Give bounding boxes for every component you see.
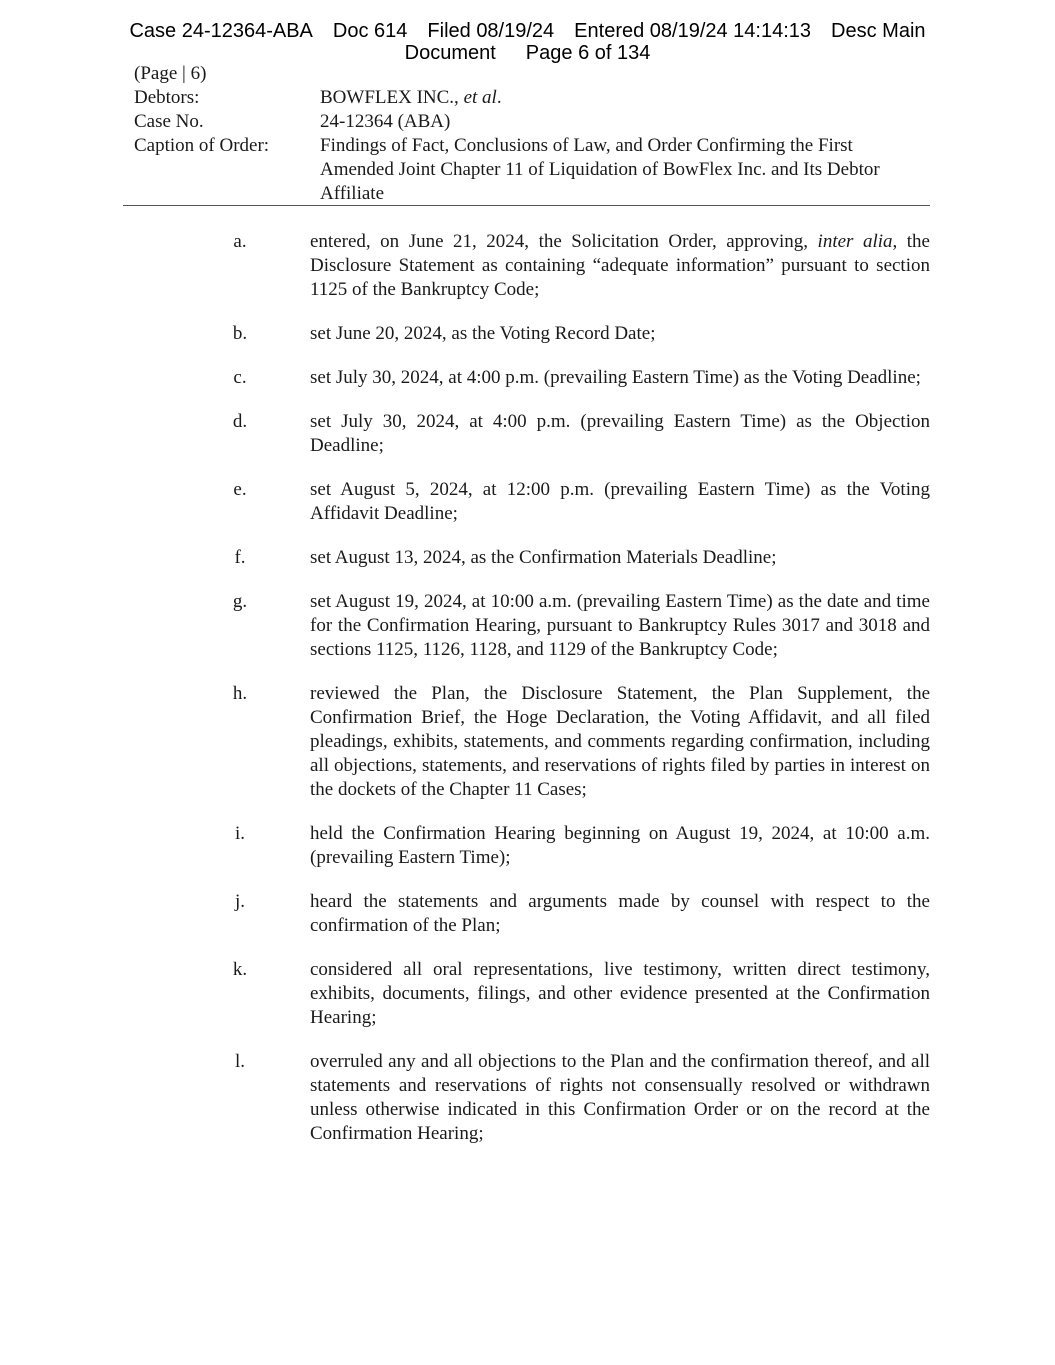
list-item [0,1050,1055,1146]
item-text: heard the statements and arguments made by counsel with respect to the confirmation of the Plan; [310,891,930,936]
debtor-suffix: . [496,87,502,108]
item-text: set July 30, 2024, at 4:00 p.m. (prevailing Eastern Time) as the Voting Deadline; [310,367,921,388]
item-letter: e. [233,479,247,500]
item-letter: h. [232,683,248,704]
item-letter: i. [234,823,246,844]
caption-page-row [134,62,934,86]
item-text: reviewed the Plan, the Disclosure Statement, the Plan Supplement, the Confirmation Brief, the Hoge Declaration, the Voting Affidavit, and all filed pleadings, exhibits, statements, and comments regarding confirmation, including all objections, statements, and reservations of rights filed by parties in interest on the dockets of the Chapter 11 Cases; [310,683,930,800]
debtor-name: BOWFLEX INC., [320,87,459,108]
item-letter: f. [234,547,246,568]
item-text: set August 13, 2024, as the Confirmation Materials Deadline; [310,547,777,568]
findings-list [0,230,1055,1166]
list-item [0,546,1055,570]
caption-order-label: Caption of Order: [134,135,270,156]
item-letter: j. [234,891,246,912]
item-letter: a. [233,231,247,252]
caption-debtors-label: Debtors: [134,87,200,108]
caption-order-value: Findings of Fact, Conclusions of Law, and Order Confirming the First Amended Joint Chapter 11 of Liquidation of BowFlex Inc. and Its Debtor Affiliate [320,135,880,204]
order-caption [134,62,934,206]
item-letter: k. [232,959,248,980]
caption-case-row [134,110,934,134]
item-text [310,230,930,302]
list-item [0,958,1055,1030]
list-item [0,366,1055,390]
stamp-entered-date: Entered 08/19/24 14:14:13 [574,20,812,42]
item-text-part: , the Disclosure Statement as containing “adequate information” pursuant to section 1125 of the Bankruptcy Code; [310,231,930,300]
item-text: set August 5, 2024, at 12:00 p.m. (prevailing Eastern Time) as the Voting Affidavit Deadline; [310,479,930,524]
list-item [0,410,1055,458]
item-text-part: entered, on June 21, 2024, the Solicitation Order, approving, [310,231,818,252]
item-letter: d. [232,411,248,432]
stamp-document: Document [404,42,496,64]
item-text: set August 19, 2024, at 10:00 a.m. (prevailing Eastern Time) as the date and time for the Confirmation Hearing, pursuant to Bankruptcy Rules 3017 and 3018 and sections 1125, 1126, 1128, and 1129 of the Bankruptcy Code; [310,591,930,660]
list-item [0,890,1055,938]
stamp-desc: Desc Main [831,20,926,42]
court-filing-stamp [0,20,1055,42]
caption-page-label: (Page | 6) [134,63,207,84]
caption-case-label: Case No. [134,111,204,132]
list-item [0,682,1055,802]
list-item [0,478,1055,526]
court-filing-stamp-line-2 [0,42,1055,64]
list-item [0,822,1055,870]
list-item [0,230,1055,302]
item-text: set July 30, 2024, at 4:00 p.m. (prevailing Eastern Time) as the Objection Deadline; [310,411,930,456]
stamp-case-number: Case 24-12364-ABA [129,20,313,42]
item-letter: g. [232,591,248,612]
item-text-italic: inter alia [817,231,893,252]
item-text: held the Confirmation Hearing beginning on August 19, 2024, at 10:00 a.m. (prevailing Eastern Time); [310,823,930,868]
stamp-doc-number: Doc 614 [332,20,408,42]
item-text: overruled any and all objections to the Plan and the confirmation thereof, and all statements and reservations of rights not consensually resolved or withdrawn unless otherwise indicated in this Confirmation Order or on the record at the Confirmation Hearing; [310,1051,930,1144]
caption-debtors-row [134,86,934,110]
list-item [0,590,1055,662]
item-letter: b. [232,323,248,344]
stamp-page-count: Page 6 of 134 [525,42,651,64]
stamp-filed-date: Filed 08/19/24 [427,20,555,42]
caption-case-value: 24-12364 (ABA) [320,111,451,132]
list-item [0,322,1055,346]
item-text: considered all oral representations, live testimony, written direct testimony, exhibits, documents, filings, and other evidence presented at the Confirmation Hearing; [310,959,930,1028]
caption-divider [123,205,930,206]
caption-debtors-value [320,86,926,110]
debtor-et-al: et al [463,87,497,108]
item-text: set June 20, 2024, as the Voting Record Date; [310,323,656,344]
item-letter: l. [234,1051,246,1072]
item-letter: c. [233,367,247,388]
caption-order-row [134,134,934,206]
